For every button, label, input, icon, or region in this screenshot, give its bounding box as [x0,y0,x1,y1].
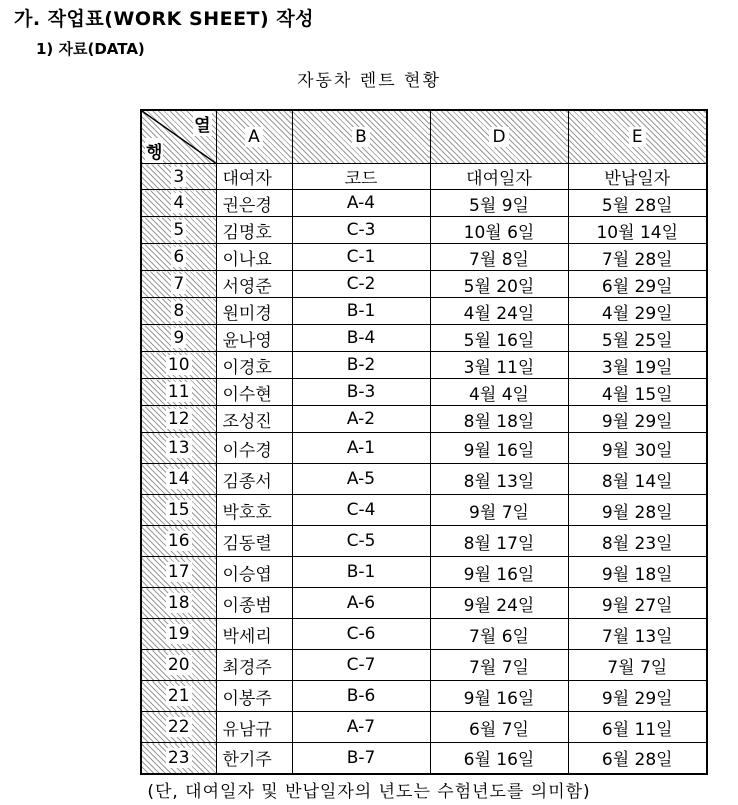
table-row [141,164,707,190]
return-date-cell: 7월 7일 [568,650,707,681]
code-cell: B-1 [292,298,430,325]
table-row [141,325,707,352]
return-date-cell: 7월 13일 [568,619,707,650]
return-date-cell: 9월 30일 [568,433,707,464]
row-number-cell [141,650,216,681]
row-number: 6 [173,247,185,267]
rental-date-cell: 6월 16일 [430,743,568,774]
rental-date-cell: 5월 16일 [430,325,568,352]
row-number-cell [141,298,216,325]
rental-date-cell: 5월 20일 [430,271,568,298]
rental-date-cell: 대여일자 [430,164,568,190]
table-row [141,190,707,217]
row-number: 5 [173,220,185,240]
row-number: 7 [173,274,185,294]
row-number: 18 [167,593,190,613]
renter-cell: 유남규 [216,712,292,743]
table-row [141,681,707,712]
code-cell: B-6 [292,681,430,712]
renter-cell: 원미경 [216,298,292,325]
row-number: 3 [173,166,185,187]
table-row [141,379,707,406]
table-body [141,164,707,774]
renter-cell: 김종서 [216,464,292,495]
column-header-label: D [489,127,508,147]
code-cell: B-1 [292,557,430,588]
table-row [141,495,707,526]
rental-date-cell: 8월 18일 [430,406,568,433]
renter-cell: 이수현 [216,379,292,406]
corner-row-label: 행 [145,138,163,163]
row-number-cell [141,271,216,298]
row-number: 20 [167,655,190,675]
table-row [141,406,707,433]
row-number-cell [141,743,216,774]
code-cell: A-5 [292,464,430,495]
code-cell: B-3 [292,379,430,406]
renter-cell: 이나요 [216,244,292,271]
row-number-cell [141,619,216,650]
rental-date-cell: 7월 6일 [430,619,568,650]
table-row [141,298,707,325]
code-cell: C-7 [292,650,430,681]
renter-cell: 이경호 [216,352,292,379]
row-number: 19 [167,624,190,644]
row-number-cell [141,164,216,190]
rental-date-cell: 3월 11일 [430,352,568,379]
row-number-cell [141,406,216,433]
renter-cell: 조성진 [216,406,292,433]
code-cell: A-7 [292,712,430,743]
rental-date-cell: 4월 24일 [430,298,568,325]
renter-cell: 이봉주 [216,681,292,712]
column-header-b [292,110,430,164]
renter-cell: 이승엽 [216,557,292,588]
code-cell: A-2 [292,406,430,433]
return-date-cell: 5월 25일 [568,325,707,352]
table-row [141,352,707,379]
table-row [141,557,707,588]
row-number-cell [141,379,216,406]
table-row [141,712,707,743]
header-row [141,110,707,164]
table-caption: 자동차 렌트 현황 [297,71,441,91]
code-cell: B-4 [292,325,430,352]
renter-cell: 박호호 [216,495,292,526]
row-number: 13 [167,438,190,458]
return-date-cell: 9월 28일 [568,495,707,526]
subsection-heading: 1) 자료(DATA) [36,40,145,58]
return-date-cell: 6월 11일 [568,712,707,743]
code-cell: C-3 [292,217,430,244]
row-number: 17 [167,562,190,582]
table-row [141,588,707,619]
row-number: 15 [167,500,190,520]
table-row [141,433,707,464]
code-cell: C-1 [292,244,430,271]
row-number: 4 [173,193,185,213]
return-date-cell: 6월 28일 [568,743,707,774]
renter-cell: 박세리 [216,619,292,650]
corner-column-label: 열 [193,111,211,136]
row-number-cell [141,557,216,588]
return-date-cell: 4월 15일 [568,379,707,406]
row-number: 9 [173,328,185,348]
row-number: 8 [173,301,185,321]
return-date-cell: 10월 14일 [568,217,707,244]
return-date-cell: 4월 29일 [568,298,707,325]
rental-date-cell: 6월 7일 [430,712,568,743]
code-cell: C-5 [292,526,430,557]
return-date-cell: 3월 19일 [568,352,707,379]
row-number-cell [141,712,216,743]
rental-date-cell: 9월 16일 [430,681,568,712]
code-cell: A-6 [292,588,430,619]
table-row [141,650,707,681]
rental-date-cell: 10월 6일 [430,217,568,244]
rental-date-cell: 4월 4일 [430,379,568,406]
return-date-cell: 9월 18일 [568,557,707,588]
column-header-label: E [629,127,646,147]
code-cell: A-4 [292,190,430,217]
section-heading: 가. 작업표(WORK SHEET) 작성 [14,8,315,30]
row-number: 14 [167,469,190,489]
rental-date-cell: 9월 16일 [430,557,568,588]
rental-date-cell: 7월 8일 [430,244,568,271]
return-date-cell: 5월 28일 [568,190,707,217]
corner-header [141,110,216,164]
table-row [141,619,707,650]
table-row [141,464,707,495]
column-header-d [430,110,568,164]
rental-date-cell: 9월 24일 [430,588,568,619]
row-number: 23 [167,747,190,768]
rental-table [140,109,708,775]
rental-date-cell: 8월 17일 [430,526,568,557]
table-row [141,244,707,271]
row-number: 22 [167,717,190,737]
row-number-cell [141,217,216,244]
table-row [141,743,707,774]
column-header-label: B [352,127,370,147]
code-cell: B-7 [292,743,430,774]
renter-cell: 최경주 [216,650,292,681]
row-number: 10 [167,355,190,375]
rental-date-cell: 7월 7일 [430,650,568,681]
return-date-cell: 9월 29일 [568,406,707,433]
renter-cell: 이수경 [216,433,292,464]
renter-cell: 김명호 [216,217,292,244]
row-number-cell [141,588,216,619]
rental-date-cell: 9월 7일 [430,495,568,526]
renter-cell: 권은경 [216,190,292,217]
return-date-cell: 7월 28일 [568,244,707,271]
return-date-cell: 8월 14일 [568,464,707,495]
renter-cell: 서영준 [216,271,292,298]
row-number-cell [141,464,216,495]
code-cell: C-6 [292,619,430,650]
renter-cell: 김동렬 [216,526,292,557]
row-number: 16 [167,531,190,551]
row-number-cell [141,352,216,379]
code-cell: B-2 [292,352,430,379]
rental-date-cell: 9월 16일 [430,433,568,464]
row-number-cell [141,495,216,526]
row-number-cell [141,433,216,464]
renter-cell: 대여자 [216,164,292,190]
column-header-e [568,110,707,164]
return-date-cell: 8월 23일 [568,526,707,557]
code-cell: 코드 [292,164,430,190]
row-number-cell [141,244,216,271]
renter-cell: 윤나영 [216,325,292,352]
footnote: (단, 대여일자 및 반납일자의 년도는 수험년도를 의미함) [147,782,591,802]
column-header-a [216,110,292,164]
row-number: 21 [167,686,190,706]
row-number: 11 [167,382,190,402]
rental-date-cell: 5월 9일 [430,190,568,217]
row-number-cell [141,526,216,557]
return-date-cell: 6월 29일 [568,271,707,298]
return-date-cell: 9월 27일 [568,588,707,619]
code-cell: A-1 [292,433,430,464]
table-row [141,526,707,557]
table-row [141,271,707,298]
renter-cell: 이종범 [216,588,292,619]
rental-date-cell: 8월 13일 [430,464,568,495]
row-number-cell [141,681,216,712]
return-date-cell: 9월 29일 [568,681,707,712]
column-header-label: A [245,127,263,147]
row-number-cell [141,325,216,352]
row-number-cell [141,190,216,217]
row-number: 12 [167,409,190,429]
code-cell: C-4 [292,495,430,526]
table-row [141,217,707,244]
code-cell: C-2 [292,271,430,298]
renter-cell: 한기주 [216,743,292,774]
return-date-cell: 반납일자 [568,164,707,190]
